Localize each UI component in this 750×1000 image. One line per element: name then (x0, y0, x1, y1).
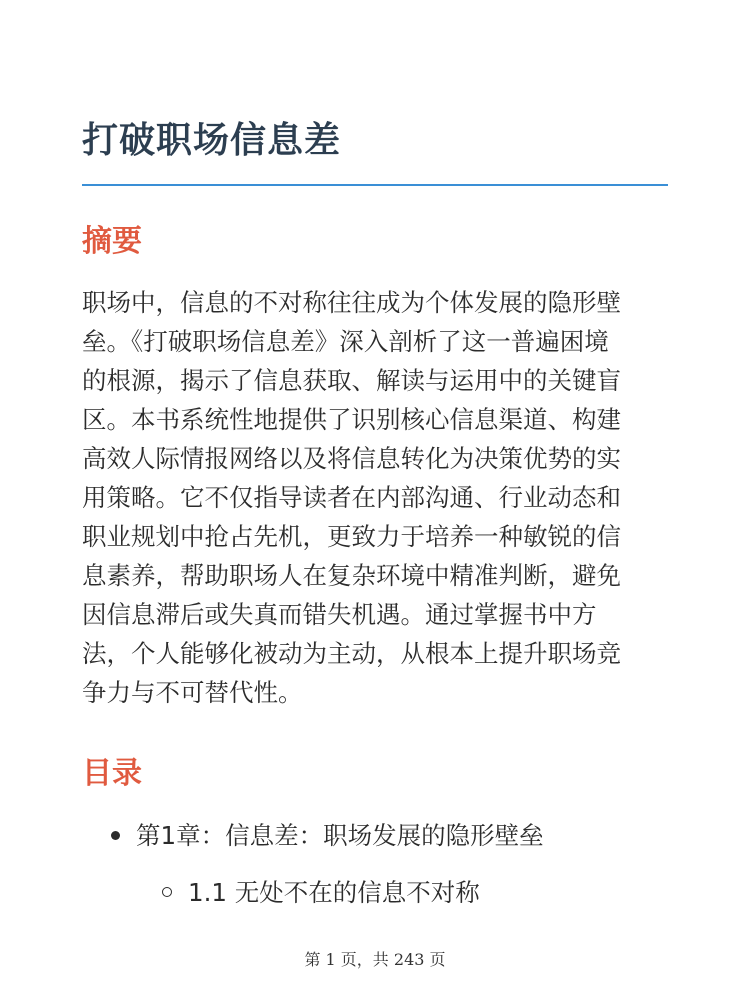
abstract-line: 因信息滞后或失真而错失机遇。通过掌握书中方 (82, 600, 597, 629)
abstract-line: 息素养，帮助职场人在复杂环境中精准判断，避免 (82, 561, 621, 590)
abstract-line: 法，个人能够化被动为主动，从根本上提升职场竞 (82, 639, 621, 668)
document-title: 打破职场信息差 (82, 120, 342, 161)
abstract-line: 争力与不可替代性。 (82, 678, 303, 707)
title-divider (82, 184, 668, 186)
abstract-line: 的根源，揭示了信息获取、解读与运用中的关键盲 (82, 366, 621, 395)
abstract-line: 高效人际情报网络以及将信息转化为决策优势的实 (82, 444, 621, 473)
bullet-disc-icon (111, 831, 120, 840)
abstract-paragraph (82, 283, 672, 712)
abstract-line: 职业规划中抢占先机，更致力于培养一种敏锐的信 (82, 522, 621, 551)
toc-section-label: 1.1 无处不在的信息不对称 (188, 878, 480, 907)
toc-chapter-item[interactable] (111, 818, 544, 854)
abstract-line: 垒。《打破职场信息差》深入剖析了这一普遍困境 (82, 327, 609, 356)
abstract-line: 区。本书系统性地提供了识别核心信息渠道、构建 (82, 405, 621, 434)
abstract-line: 用策略。它不仅指导读者在内部沟通、行业动态和 (82, 483, 621, 512)
page-number: 第 1 页，共 243 页 (304, 950, 446, 969)
toc-section-item[interactable] (162, 875, 480, 911)
abstract-line: 职场中，信息的不对称往往成为个体发展的隐形壁 (82, 288, 621, 317)
toc-heading: 目录 (82, 756, 142, 791)
abstract-heading: 摘要 (82, 224, 142, 259)
toc-chapter-label: 第1章：信息差：职场发展的隐形壁垒 (136, 821, 544, 850)
bullet-circle-icon (162, 887, 172, 897)
